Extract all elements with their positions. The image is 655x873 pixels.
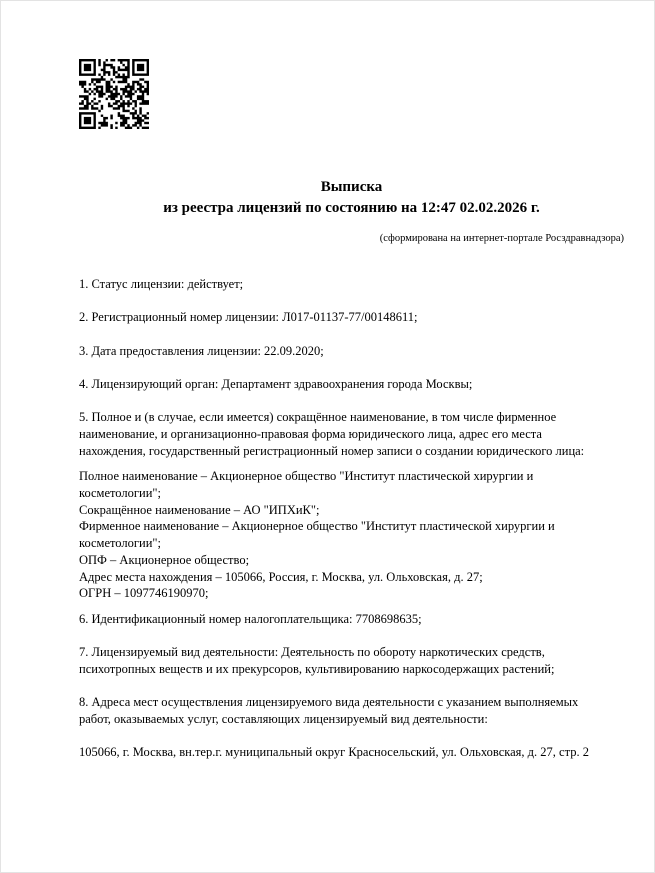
title-line-2: из реестра лицензий по состоянию на 12:47 02.02.2026 г.	[163, 200, 540, 216]
title-line-1: Выписка	[320, 179, 383, 195]
paragraph-line: 2. Регистрационный номер лицензии: Л017-01137-77/00148611;	[79, 310, 418, 325]
paragraph-line: работ, оказываемых услуг, составляющих лицензируемый вид деятельности:	[79, 711, 488, 726]
paragraph-org-details	[79, 468, 624, 602]
paragraph-licensed-activity	[79, 644, 624, 677]
paragraph-line: 3. Дата предоставления лицензии: 22.09.2020;	[79, 343, 324, 358]
paragraph-activity-address	[79, 744, 624, 761]
qr-code-container	[79, 59, 624, 129]
document-body	[79, 276, 624, 761]
paragraph-line: 105066, г. Москва, вн.тер.г. муниципальный округ Красносельский, ул. Ольховская, д. 27, стр. 2	[79, 745, 589, 760]
qr-code-icon	[79, 59, 149, 129]
paragraph-taxpayer-number	[79, 611, 624, 628]
paragraph-line: ОГРН – 1097746190970;	[79, 586, 209, 601]
formation-note: (сформирована на интернет-портале Росздравнадзора)	[379, 233, 624, 244]
paragraph-line: Полное наименование – Акционерное общество "Институт пластической хирургии и	[79, 469, 534, 484]
paragraph-line: 4. Лицензирующий орган: Департамент здравоохранения города Москвы;	[79, 376, 473, 391]
paragraph-line: косметологии";	[79, 536, 161, 551]
paragraph-grant-date	[79, 343, 624, 360]
paragraph-line: 7. Лицензируемый вид деятельности: Деятельность по обороту наркотических средств,	[79, 645, 545, 660]
document-content	[79, 1, 624, 778]
paragraph-license-status	[79, 276, 624, 293]
paragraph-line: Сокращённое наименование – АО "ИПХиК";	[79, 502, 320, 517]
paragraph-line: психотропных веществ и их прекурсоров, культивированию наркосодержащих растений;	[79, 661, 555, 676]
paragraph-line: 8. Адреса мест осуществления лицензируемого вида деятельности с указанием выполняемых	[79, 695, 579, 710]
paragraph-line: Адрес места нахождения – 105066, Россия, г. Москва, ул. Ольховская, д. 27;	[79, 569, 483, 584]
paragraph-licensing-authority	[79, 376, 624, 393]
paragraph-registration-number	[79, 309, 624, 326]
paragraph-org-intro	[79, 409, 624, 459]
document-title	[79, 177, 624, 219]
paragraph-line: 5. Полное и (в случае, если имеется) сокращённое наименование, в том числе фирменное	[79, 410, 557, 425]
paragraph-line: 1. Статус лицензии: действует;	[79, 277, 244, 291]
paragraph-line: наименование, и организационно-правовая форма юридического лица, адрес его места	[79, 426, 542, 441]
paragraph-line: ОПФ – Акционерное общество;	[79, 552, 250, 567]
paragraph-line: Фирменное наименование – Акционерное общество "Институт пластической хирургии и	[79, 519, 555, 534]
paragraph-line: 6. Идентификационный номер налогоплательщика: 7708698635;	[79, 611, 422, 626]
paragraph-line: косметологии";	[79, 486, 161, 500]
paragraph-addresses-intro	[79, 694, 624, 727]
paragraph-line: нахождения, государственный регистрационный номер записи о создании юридического лица:	[79, 443, 585, 458]
